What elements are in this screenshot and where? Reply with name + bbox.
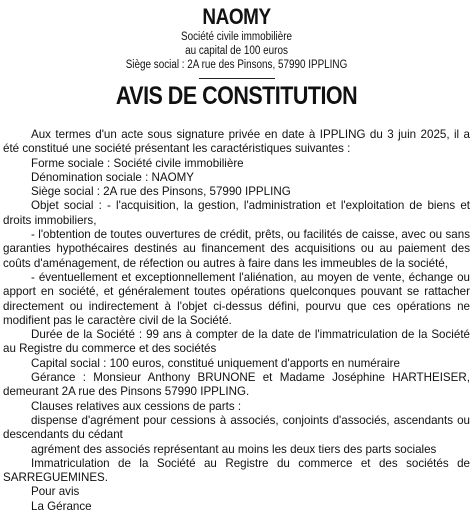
- company-capital: au capital de 100 euros: [185, 45, 288, 57]
- paragraph-form: Forme sociale : Société civile immobilière: [31, 156, 244, 170]
- paragraph-for-notice: Pour avis: [31, 485, 80, 499]
- paragraph-signature: La Gérance: [31, 499, 92, 513]
- paragraph-approval-rule: agrément des associés représentant au moins les deux tiers des parts sociales: [31, 442, 437, 456]
- paragraph-intro: Aux termes d'un acte sous signature privée en date à IPPLING du 3 juin 2025, il a été constitué une société présentant les caractéristiques suivantes :: [3, 128, 470, 156]
- notice-title: AVIS DE CONSTITUTION: [115, 82, 358, 110]
- paragraph-purpose: Objet social : - l'acquisition, la gestion, l'administration et l'exploitation de biens et droits immobiliers,: [3, 199, 470, 227]
- notice-body: [3, 128, 470, 514]
- separator-rule: [199, 78, 275, 79]
- paragraph-name: Dénomination sociale : NAOMY: [31, 170, 195, 184]
- paragraph-capital: Capital social : 100 euros, constitué uniquement d'apports en numéraire: [31, 356, 400, 370]
- paragraph-purpose-alienation: - éventuellement et exceptionnellement l'aliénation, au moyen de vente, échange ou apport en société, et généralement toutes opérations quelconques pouvant se rattacher directement ou indirectement à l'objet ci-dessus défini, pourvu que ces opérations ne modifient pas le caractère civil de la Société.: [3, 270, 470, 327]
- company-form: Société civile immobilière: [180, 31, 293, 43]
- paragraph-registration: Immatriculation de la Société au Registre du commerce et des sociétés de SARREGUEMINES.: [3, 456, 470, 485]
- paragraph-duration: Durée de la Société : 99 ans à compter de la date de l'immatriculation de la Société au Registre du commerce et des sociétés: [3, 328, 470, 356]
- paragraph-approval-exemption: dispense d'agrément pour cessions à associés, conjoints d'associés, ascendants ou descendants du cédant: [3, 413, 470, 442]
- company-address: Siège social : 2A rue des Pinsons, 57990 IPPLING: [125, 59, 348, 71]
- paragraph-management: Gérance : Monsieur Anthony BRUNONE et Madame Joséphine HARTHEISER, demeurant 2A rue des Pinsons 57990 IPPLING.: [3, 371, 470, 399]
- paragraph-transfer-clauses: Clauses relatives aux cessions de parts :: [31, 399, 242, 413]
- paragraph-seat: Siège social : 2A rue des Pinsons, 57990 IPPLING: [31, 185, 291, 199]
- notice-header: [0, 4, 473, 111]
- company-name: NAOMY: [202, 4, 271, 29]
- paragraph-purpose-credit: - l'obtention de toutes ouvertures de crédit, prêts, ou facilités de caisse, avec ou sans garanties hypothécaires destinés au financement des acquisitions ou au paiement des coûts d'aménagement, de réfection ou autres à faire dans les immeubles de la société,: [3, 228, 470, 270]
